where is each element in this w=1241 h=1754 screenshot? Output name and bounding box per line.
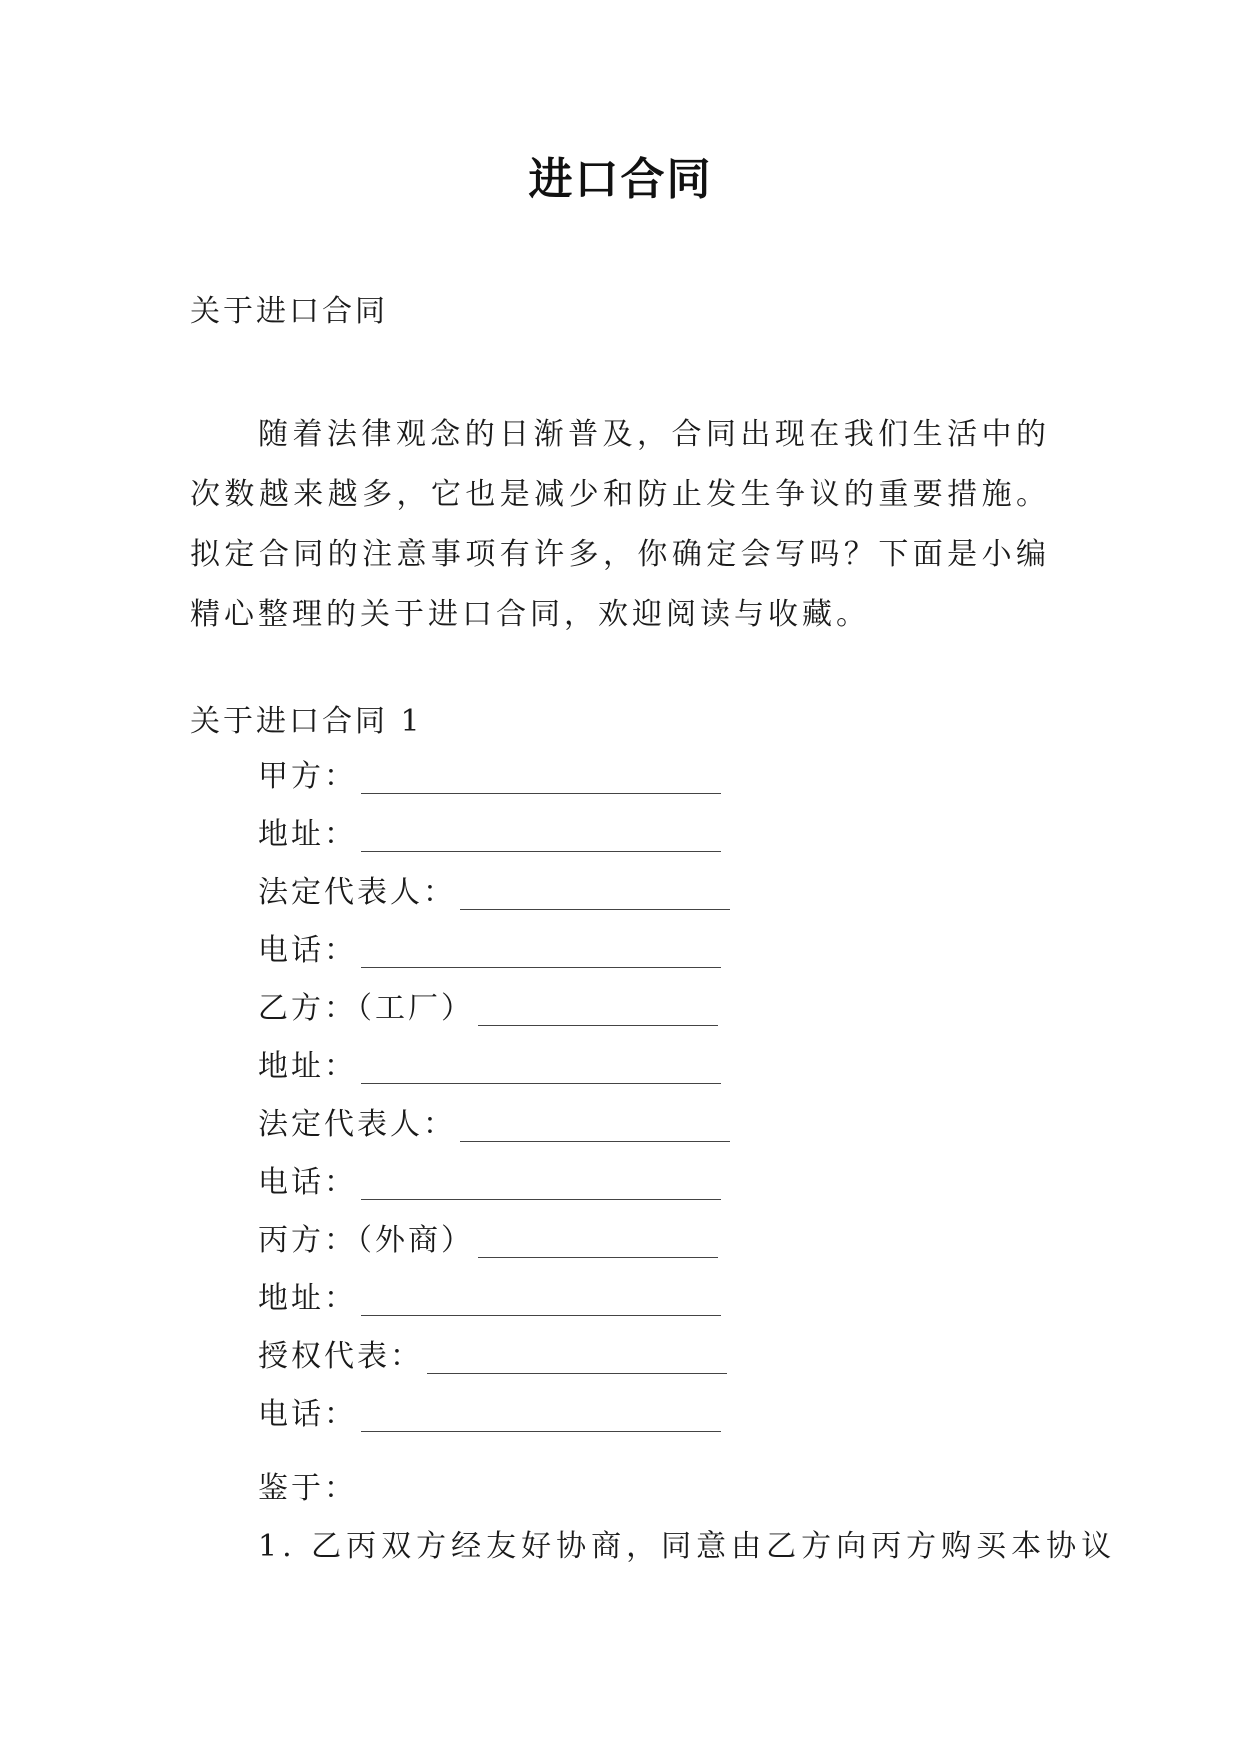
section-title: 关于进口合同 1: [190, 704, 423, 739]
fill-blank-line: [361, 1045, 721, 1084]
fill-blank-line: [361, 1393, 721, 1432]
fill-blank-line: [478, 987, 718, 1026]
field-label: 法定代表人：: [258, 875, 456, 910]
field-party-a-legal-rep: [258, 871, 1058, 929]
fill-blank-line: [361, 813, 721, 852]
field-label: 地址：: [258, 817, 357, 852]
field-party-a-phone: [258, 929, 1058, 987]
field-label: 法定代表人：: [258, 1107, 456, 1142]
field-label: 电话：: [258, 933, 357, 968]
fill-blank-line: [478, 1219, 718, 1258]
field-label: 乙方：（工厂）: [258, 991, 474, 1026]
field-party-a: [258, 755, 1058, 813]
clause-item-1: 1. 乙丙双方经友好协商，同意由乙方向丙方购买本协议: [258, 1529, 1117, 1564]
document-title: 进口合同: [528, 154, 713, 205]
field-party-c-phone: [258, 1393, 1058, 1451]
field-party-b-address: [258, 1045, 1058, 1103]
party-fields: [258, 755, 1058, 1451]
field-party-b-legal-rep: [258, 1103, 1058, 1161]
field-label: 丙方：（外商）: [258, 1223, 474, 1258]
field-party-a-address: [258, 813, 1058, 871]
fill-blank-line: [361, 1161, 721, 1200]
field-label: 电话：: [258, 1397, 357, 1432]
field-label: 地址：: [258, 1281, 357, 1316]
field-label: 授权代表：: [258, 1339, 423, 1374]
field-label: 地址：: [258, 1049, 357, 1084]
fill-blank-line: [460, 871, 730, 910]
field-party-c-authorized-rep: [258, 1335, 1058, 1393]
field-label: 电话：: [258, 1165, 357, 1200]
document-subtitle: 关于进口合同: [190, 294, 388, 329]
fill-blank-line: [427, 1335, 727, 1374]
field-party-b: [258, 987, 1058, 1045]
whereas-label: 鉴于：: [258, 1471, 357, 1506]
field-label: 甲方：: [258, 759, 357, 794]
field-party-b-phone: [258, 1161, 1058, 1219]
fill-blank-line: [361, 755, 721, 794]
fill-blank-line: [361, 929, 721, 968]
intro-paragraph: 随着法律观念的日渐普及，合同出现在我们生活中的次数越来越多，它也是减少和防止发生争议的重要措施。拟定合同的注意事项有许多，你确定会写吗？下面是小编精心整理的关于进口合同，欢迎阅读与收藏。: [190, 417, 1050, 632]
field-party-c: [258, 1219, 1058, 1277]
fill-blank-line: [361, 1277, 721, 1316]
field-party-c-address: [258, 1277, 1058, 1335]
fill-blank-line: [460, 1103, 730, 1142]
